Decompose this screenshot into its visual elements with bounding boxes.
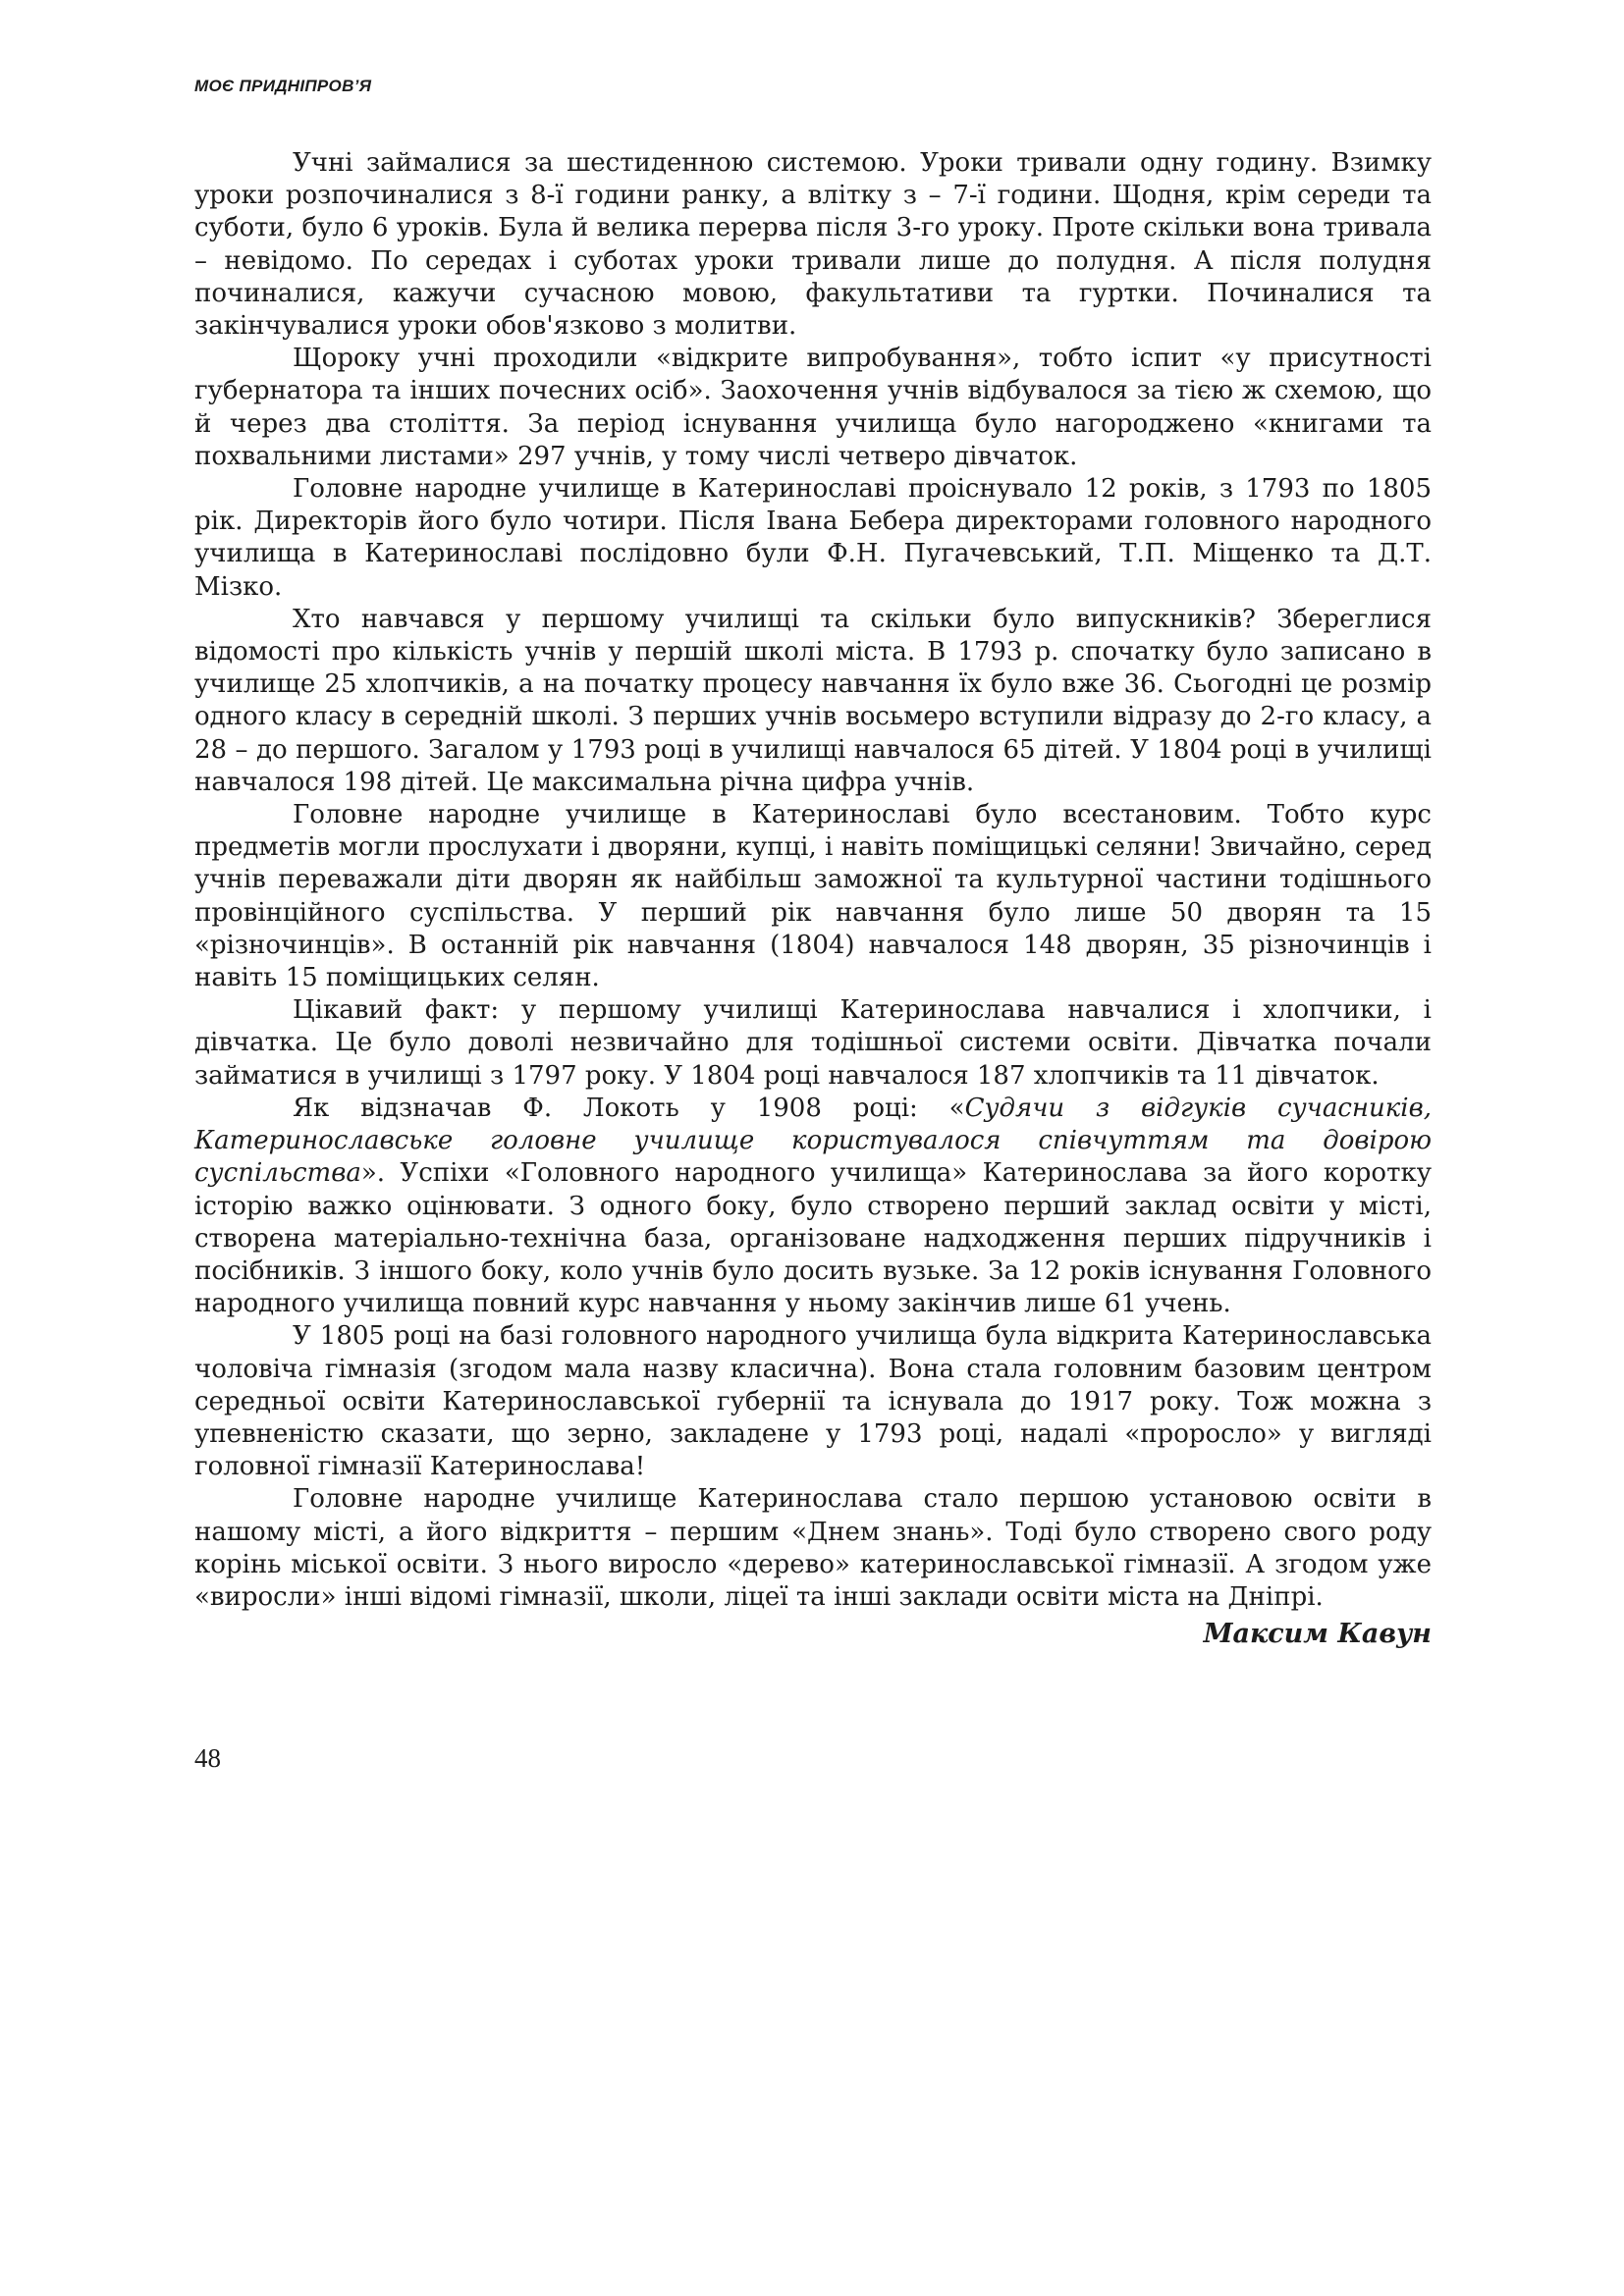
paragraph: Головне народне училище Катеринослава стало першою установою освіти в нашому місті, а його відкриття – першим «Днем знань». Тоді було створено свого роду корінь міської освіти. З нього виросло «дерево» катеринославської гімназії. А згодом уже «виросли» інші відомі гімназії, школи, ліцеї та інші заклади освіти міста на Дніпрі. (194, 1484, 1432, 1612)
page-number: 48 (194, 1743, 221, 1773)
running-header: МОЄ ПРИДНІПРОВ’Я (194, 77, 372, 95)
paragraph: Хто навчався у першому училищі та скільки було випускників? Збереглися відомості про кількість учнів у першій школі міста. В 1793 р. спочатку було записано в училище 25 хлопчиків, а на початку процесу навчання їх було вже 36. Сьогодні це розмір одного класу в середній школі. З перших учнів восьмеро вступили відразу до 2-го класу, а 28 – до першого. Загалом у 1793 році в училищі навчалося 65 дітей. У 1804 році в училищі навчалося 198 дітей. Це максимальна річна цифра учнів. (194, 604, 1432, 797)
quote-italic: Судячи з відгуків сучасників, Катеринославське головне училище користувалося співчуттям та довірою суспільства (194, 1093, 1432, 1189)
paragraph: Щороку учні проходили «відкрите випробування», тобто іспит «у присутності губернатора та інших почесних осіб». Заохочення учнів відбувалося за тією ж схемою, що й через два століття. За період існування училища було нагороджено «книгами та похвальними листами» 297 учнів, у тому числі четверо дівчаток. (194, 344, 1432, 471)
paragraph: У 1805 році на базі головного народного училища була відкрита Катеринославська чоловіча гімназія (згодом мала назву класична). Вона стала головним базовим центром середньої освіти Катеринославської губернії та існувала до 1917 року. Тож можна з упевненістю сказати, що зерно, закладене у 1793 році, надалі «проросло» у вигляді головної гімназії Катеринослава! (194, 1321, 1432, 1482)
author-signature: Максим Кавун (1203, 1619, 1432, 1650)
quote-lead-in: Як відзначав Ф. Локоть у 1908 році: « (293, 1093, 965, 1123)
article-body (194, 147, 1432, 1650)
paragraph-with-quote (194, 1093, 1432, 1320)
quote-continuation: ». Успіхи «Головного народного училища» Катеринослава за його коротку історію важко оцінювати. З одного боку, було створено перший заклад освіти у місті, створена матеріально-технічна база, організоване надходження перших підручників і посібників. З іншого боку, коло учнів було досить вузьке. За 12 років існування Головного народного училища повний курс навчання у ньому закінчив лише 61 учень. (194, 1158, 1432, 1319)
paragraph: Головне народне училище в Катеринославі було всестановим. Тобто курс предметів могли прослухати і дворяни, купці, і навіть поміщицькі селяни! Звичайно, серед учнів переважали діти дворян як найбільш заможної та культурної частини тодішнього провінційного суспільства. У перший рік навчання було лише 50 дворян та 15 «різночинців». В останній рік навчання (1804) навчалося 148 дворян, 35 різночинців і навіть 15 поміщицьких селян. (194, 800, 1432, 993)
paragraph: Цікавий факт: у першому училищі Катеринослава навчалися і хлопчики, і дівчатка. Це було доволі незвичайно для тодішньої системи освіти. Дівчатка почали займатися в училищі з 1797 року. У 1804 році навчалося 187 хлопчиків та 11 дівчаток. (194, 995, 1432, 1091)
paragraph: Головне народне училище в Катеринославі проіснувало 12 років, з 1793 по 1805 рік. Директорів його було чотири. Після Івана Бебера директорами головного народного училища в Катеринославі послідовно були Ф.Н. Пугачевський, Т.П. Міщенко та Д.Т. Мізко. (194, 474, 1432, 602)
paragraph: Учні займалися за шестиденною системою. Уроки тривали одну годину. Взимку уроки розпочиналися з 8-ї години ранку, а влітку з – 7-ї години. Щодня, крім середи та суботи, було 6 уроків. Була й велика перерва після 3-го уроку. Проте скільки вона тривала – невідомо. По середах і суботах уроки тривали лише до полудня. А після полудня починалися, кажучи сучасною мовою, факультативи та гуртки. Починалися та закінчувалися уроки обов'язково з молитви. (194, 148, 1432, 342)
